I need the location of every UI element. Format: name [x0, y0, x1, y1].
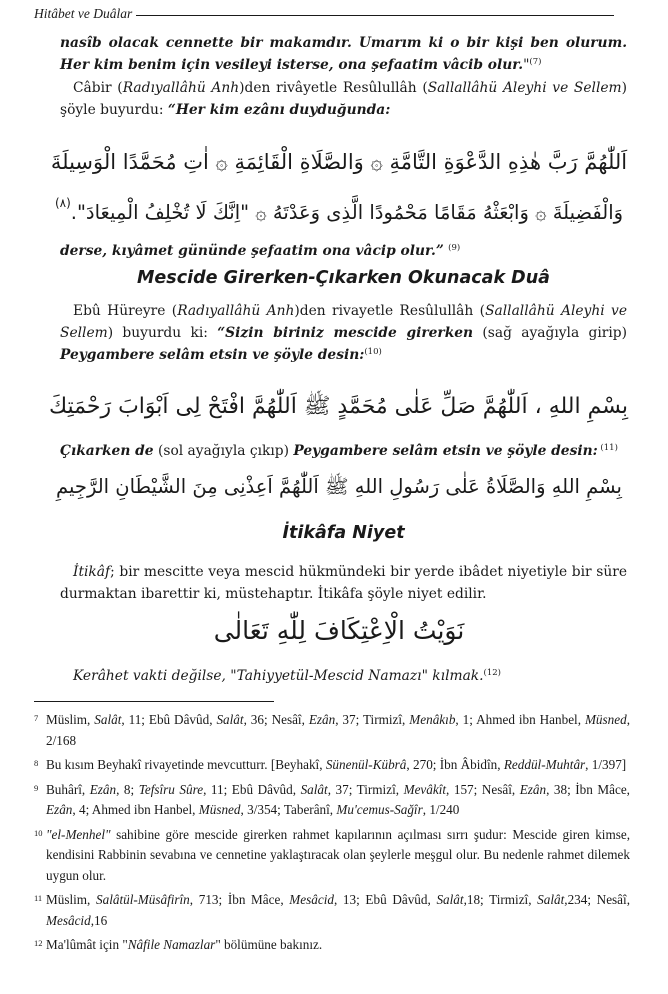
paragraph-cikarken: Çıkarken de (sol ayağıyla çıkıp) Peygambere selâm etsin ve şöyle desin: $^{(11)}$ — [60, 443, 618, 459]
arabic-dua-giris: بِسْمِ اللهِ ، اَللّٰهُمَّ صَلِّ عَلٰى مُحَمَّدٍ ﷺ اَللّٰهُمَّ افْتَحْ لِى اَبْوَابَ رَحْمَتِكَ — [48, 394, 628, 419]
footnote-8: 8 Bu kısım Beyhakî rivayetinde mevcutturr. [Beyhakî, Sünenül-Kübrâ, 270; İbn Âbidîn, Reddül-Muhtâr, 1/397] — [34, 757, 627, 772]
footnote-ref-7[interactable]: (7) — [529, 57, 542, 68]
footnote-ref-10[interactable]: (10) — [364, 347, 382, 358]
arabic-dua-ezan-line1: اَللّٰهُمَّ رَبَّ هٰذِهِ الدَّعْوَةِ التَّامَّةِ ۞ وَالصَّلَاةِ الْقَائِمَةِ ۞ اٰتِ مُحَمَّدًا الْوَسِيلَةَ — [50, 150, 628, 174]
footnote-9: 9 Buhârî, Ezân, 8; Tefsîru Sûre, 11; Ebû Dâvûd, Salât, 37; Tirmizî, Mevâkît, 157; Nesâî, Ezân, 38; İbn Mâce, Ezân, 4; Ahmed ibn Hanbel, Müsned, 3/354; Taberânî, Mu'cemus-Sağîr, 1/240 — [34, 781, 630, 817]
footnote-11: 11 Müslim, Salâtül-Müsâfirîn, 713; İbn Mâce, Mesâcid, 13; Ebû Dâvûd, Salât,18; Tirmizî, Salât,234; Nesâî, Mesâcid,16 — [34, 892, 630, 928]
running-header — [34, 6, 614, 22]
footnote-ref-12[interactable]: (12) — [483, 668, 501, 678]
footnote-7: 7 Müslim, Salât, 11; Ebû Dâvûd, Salât, 36; Nesâî, Ezân, 37; Tirmizî, Menâkıb, 1; Ahmed ibn Hanbel, Müsned, 2/168 — [34, 712, 630, 748]
arabic-dua-cikis: بِسْمِ اللهِ وَالصَّلَاةُ عَلٰى رَسُولِ اللهِ ﷺ اَللّٰهُمَّ اَعِذْنِى مِنَ الشَّيْطَانِ الرَّجِيمِ — [56, 475, 622, 498]
header-rule — [136, 15, 614, 16]
footnote-ref-8[interactable]: (٨) — [54, 196, 71, 210]
section-heading-mescid: Mescide Girerken-Çıkarken Okunacak Duâ — [137, 268, 550, 288]
section-heading-itikaf: İtikâfa Niyet — [282, 523, 405, 543]
paragraph-sefaat: derse, kıyâmet gününde şefaatim ona vâcip olur.” $^{(9)}$ — [60, 243, 461, 259]
paragraph-kerahet: Kerâhet vakti değilse, "Tahiyyetül-Mescid Namazı" kılmak.$^{(12)}$ — [73, 668, 501, 684]
footnote-ref-9[interactable]: (9) — [448, 243, 461, 253]
footnotes — [34, 710, 630, 960]
arabic-dua-ezan-line2: وَالْفَضِيلَةَ ۞ وَابْعَثْهُ مَقَامًا مَحْمُودًا الَّذِى وَعَدْتَهُ ۞ "اِنَّكَ لَا تُخْلِفُ الْمِيعَادَ".$^{(٨)}$ — [54, 196, 624, 224]
paragraph-cabir: Câbir (Radıyallâhü Anh)den rivâyetle Resûlullâh (Sallallâhü Aleyhi ve Sellem) şöyle buyurdu: “Her kim ezânı duyduğunda: — [60, 80, 628, 119]
paragraph-hadith-end: nasîb olacak cennette bir makamdır. Umarım ki o bir kişi ben olurum. Her kim benim için vesileyi isterse, ona şefaatim vâcib olur."$^{(7)}$ — [60, 35, 627, 74]
arabic-niyet: نَوَيْتُ الْاِعْتِكَافَ لِلّٰهِ تَعَالٰى — [213, 616, 465, 645]
footnote-separator — [34, 701, 274, 702]
footnote-ref-11[interactable]: (11) — [597, 443, 618, 453]
footnote-10: 10 "el-Menhel" sahibine göre mescide girerken rahmet kapılarının açılması sırrı şudur: Mescide giren kimse, kendisini Rabbinin sevabına ve cennetine yaklaştıracak olan şeylerle meşgul olur. Bu nedenle rahmet dilemek uygun olur. — [34, 826, 630, 883]
header-title: Hitâbet ve Duâlar — [34, 6, 133, 21]
footnote-12: 12 Ma'lûmât için "Nâfile Namazlar" bölümüne bakınız. — [34, 937, 323, 952]
paragraph-ebu-hureyre: Ebû Hüreyre (Radıyallâhü Anh)den rivayetle Resûlullâh (Sallallâhü Aleyhi ve Sellem) buyurdu ki: “Sizin biriniz mescide girerken (sağ ayağıyla girip) Peygambere selâm etsin ve şöyle desin:$^{(10)}$ — [60, 303, 627, 364]
paragraph-itikaf: İtikâf; bir mescitte veya mescid hükmündeki bir yerde ibâdet niyetiyle bir süre durmaktan ibarettir ki, müstehaptır. İtikâfa şöyle niyet edilir. — [60, 564, 627, 603]
